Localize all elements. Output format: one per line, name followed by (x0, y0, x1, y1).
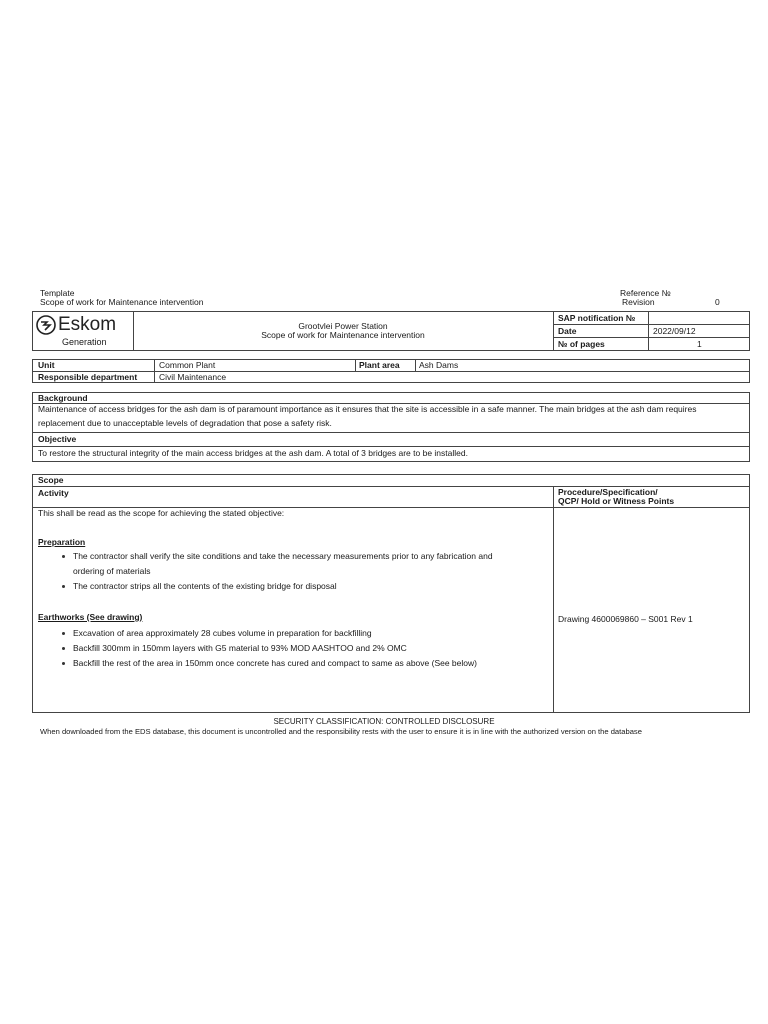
reference-label: Reference № (620, 288, 671, 298)
brand-name: Eskom (58, 314, 117, 335)
earth-item-1: Excavation of area approximately 28 cubes volume in preparation for backfilling (73, 628, 372, 638)
unit-label: Unit (38, 360, 55, 370)
scope-heading: Scope (38, 475, 64, 485)
preparation-heading: Preparation (38, 537, 86, 547)
prep-item-1-line-1: The contractor shall verify the site conditions and take the necessary measurements prior to any fabrication and (73, 551, 493, 561)
plant-area-label: Plant area (359, 360, 400, 370)
pages-label: № of pages (558, 339, 605, 349)
pages-value: 1 (697, 339, 702, 349)
template-name: Scope of work for Maintenance intervention (40, 297, 204, 307)
revision-value: 0 (715, 297, 720, 307)
background-line-2: replacement due to unacceptable levels of degradation that pose a safety risk. (38, 418, 332, 428)
procedure-heading-1: Procedure/Specification/ (558, 487, 658, 497)
objective-heading: Objective (38, 434, 77, 444)
earth-item-2: Backfill 300mm in 150mm layers with G5 material to 93% MOD AASHTOO and 2% OMC (73, 643, 407, 653)
revision-label: Revision (622, 297, 655, 307)
bullet-icon (62, 555, 65, 558)
scope-intro: This shall be read as the scope for achieving the stated objective: (38, 508, 285, 518)
earthworks-heading: Earthworks (See drawing) (38, 612, 143, 622)
division-name: Generation (62, 337, 107, 347)
background-line-1: Maintenance of access bridges for the ash dam is of paramount importance as it ensures that the site is accessible in a safe manner. The main bridges at the ash dam requires (38, 404, 697, 414)
template-label: Template (40, 288, 75, 298)
eskom-logo (36, 315, 56, 340)
security-classification: SECURITY CLASSIFICATION: CONTROLLED DISCLOSURE (273, 717, 495, 726)
activity-heading: Activity (38, 488, 69, 498)
plant-area-value: Ash Dams (419, 360, 459, 370)
department-label: Responsible department (38, 372, 138, 382)
department-value: Civil Maintenance (159, 372, 227, 382)
bullet-icon (62, 632, 65, 635)
objective-text: To restore the structural integrity of the main access bridges at the ash dam. A total of 3 bridges are to be installed. (38, 448, 468, 458)
prep-item-2: The contractor strips all the contents of the existing bridge for disposal (73, 581, 337, 591)
bullet-icon (62, 647, 65, 650)
bullet-icon (62, 585, 65, 588)
procedure-heading-2: QCP/ Hold or Witness Points (558, 496, 675, 506)
bullet-icon (62, 662, 65, 665)
prep-item-1-line-2: ordering of materials (73, 566, 151, 576)
unit-value: Common Plant (159, 360, 216, 370)
document-title: Scope of work for Maintenance intervention (261, 330, 425, 340)
earth-item-3: Backfill the rest of the area in 150mm once concrete has cured and compact to same as above (See below) (73, 658, 477, 668)
station-name: Grootvlei Power Station (298, 321, 388, 331)
sap-label: SAP notification № (558, 313, 636, 323)
footer-disclaimer: When downloaded from the EDS database, this document is uncontrolled and the responsibility rests with the user to ensure it is in line with the authorized version on the database (40, 727, 642, 736)
date-label: Date (558, 326, 577, 336)
drawing-reference: Drawing 4600069860 – S001 Rev 1 (558, 614, 693, 624)
eskom-emblem-icon (36, 315, 56, 335)
date-value: 2022/09/12 (653, 326, 696, 336)
background-heading: Background (38, 393, 88, 403)
